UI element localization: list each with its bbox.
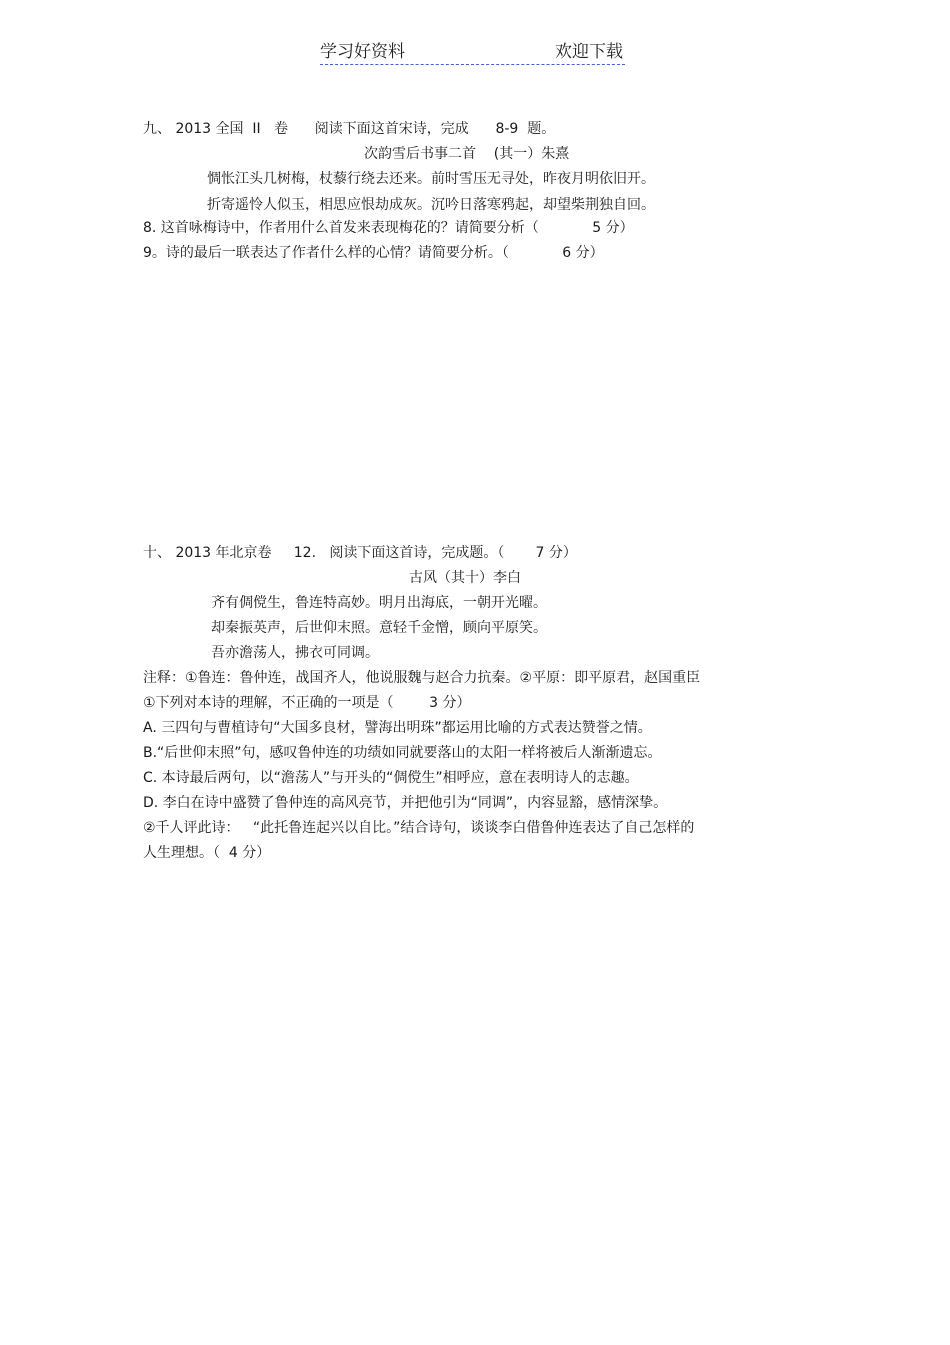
question-10-1: ①下列对本诗的理解，不正确的一项是（ 3 分）	[143, 695, 471, 711]
section10-poem-line-2: 却秦振英声，后世仰末照。意轻千金憎，顾向平原笑。	[211, 620, 547, 636]
section9-intro: 九、 2013 全国 II 卷 阅读下面这首宋诗，完成 8-9 题。	[143, 121, 556, 137]
section10-poem-title: 古风（其十）李白	[409, 570, 521, 586]
section9-poem-title: 次韵雪后书事二首 (其一）朱熹	[364, 146, 570, 162]
header-left-text: 学习好资料	[320, 42, 405, 62]
header-right-text: 欢迎下载	[555, 42, 623, 62]
section10-poem-line-1: 齐有倜傥生，鲁连特高妙。明月出海底，一朝开光曜。	[211, 595, 547, 611]
option-d: D. 李白在诗中盛赞了鲁仲连的高风亮节，并把他引为“同调”，内容显豁，感情深挚。	[143, 795, 668, 811]
section10-intro: 十、 2013 年北京卷 12. 阅读下面这首诗，完成题。（ 7 分）	[143, 545, 577, 561]
section10-poem-line-3: 吾亦澹荡人，拂衣可同调。	[211, 645, 379, 661]
question-9: 9。诗的最后一联表达了作者什么样的心情？请简要分析。（ 6 分）	[143, 245, 604, 261]
option-b: B.“后世仰末照”句，感叹鲁仲连的功绩如同就要落山的太阳一样将被后人渐渐遗忘。	[143, 745, 662, 761]
section9-poem-line-1: 惆怅江头几树梅，杖藜行绕去还来。前时雪压无寻处，昨夜月明依旧开。	[207, 171, 655, 187]
section10-note: 注释：①鲁连：鲁仲连，战国齐人，他说服魏与赵合力抗秦。②平原：即平原君，赵国重臣	[143, 670, 701, 686]
option-a: A. 三四句与曹植诗句“大国多良材，譬海出明珠”都运用比喻的方式表达赞誉之情。	[143, 720, 652, 736]
question-10-2-line-2: 人生理想。（ 4 分）	[143, 845, 271, 861]
section9-poem-line-2: 折寄遥怜人似玉，相思应恨劫成灰。沉吟日落寒鸦起，却望柴荆独自回。	[207, 197, 655, 213]
page-header	[320, 40, 625, 65]
option-c: C. 本诗最后两句，以“澹荡人”与开头的“倜傥生”相呼应，意在表明诗人的志趣。	[143, 770, 639, 786]
question-10-2-line-1: ②千人评此诗： “此托鲁连起兴以自比。”结合诗句，谈谈李白借鲁仲连表达了自己怎样的	[143, 820, 695, 836]
question-8: 8. 这首咏梅诗中，作者用什么首发来表现梅花的？请简要分析（ 5 分）	[143, 220, 634, 236]
